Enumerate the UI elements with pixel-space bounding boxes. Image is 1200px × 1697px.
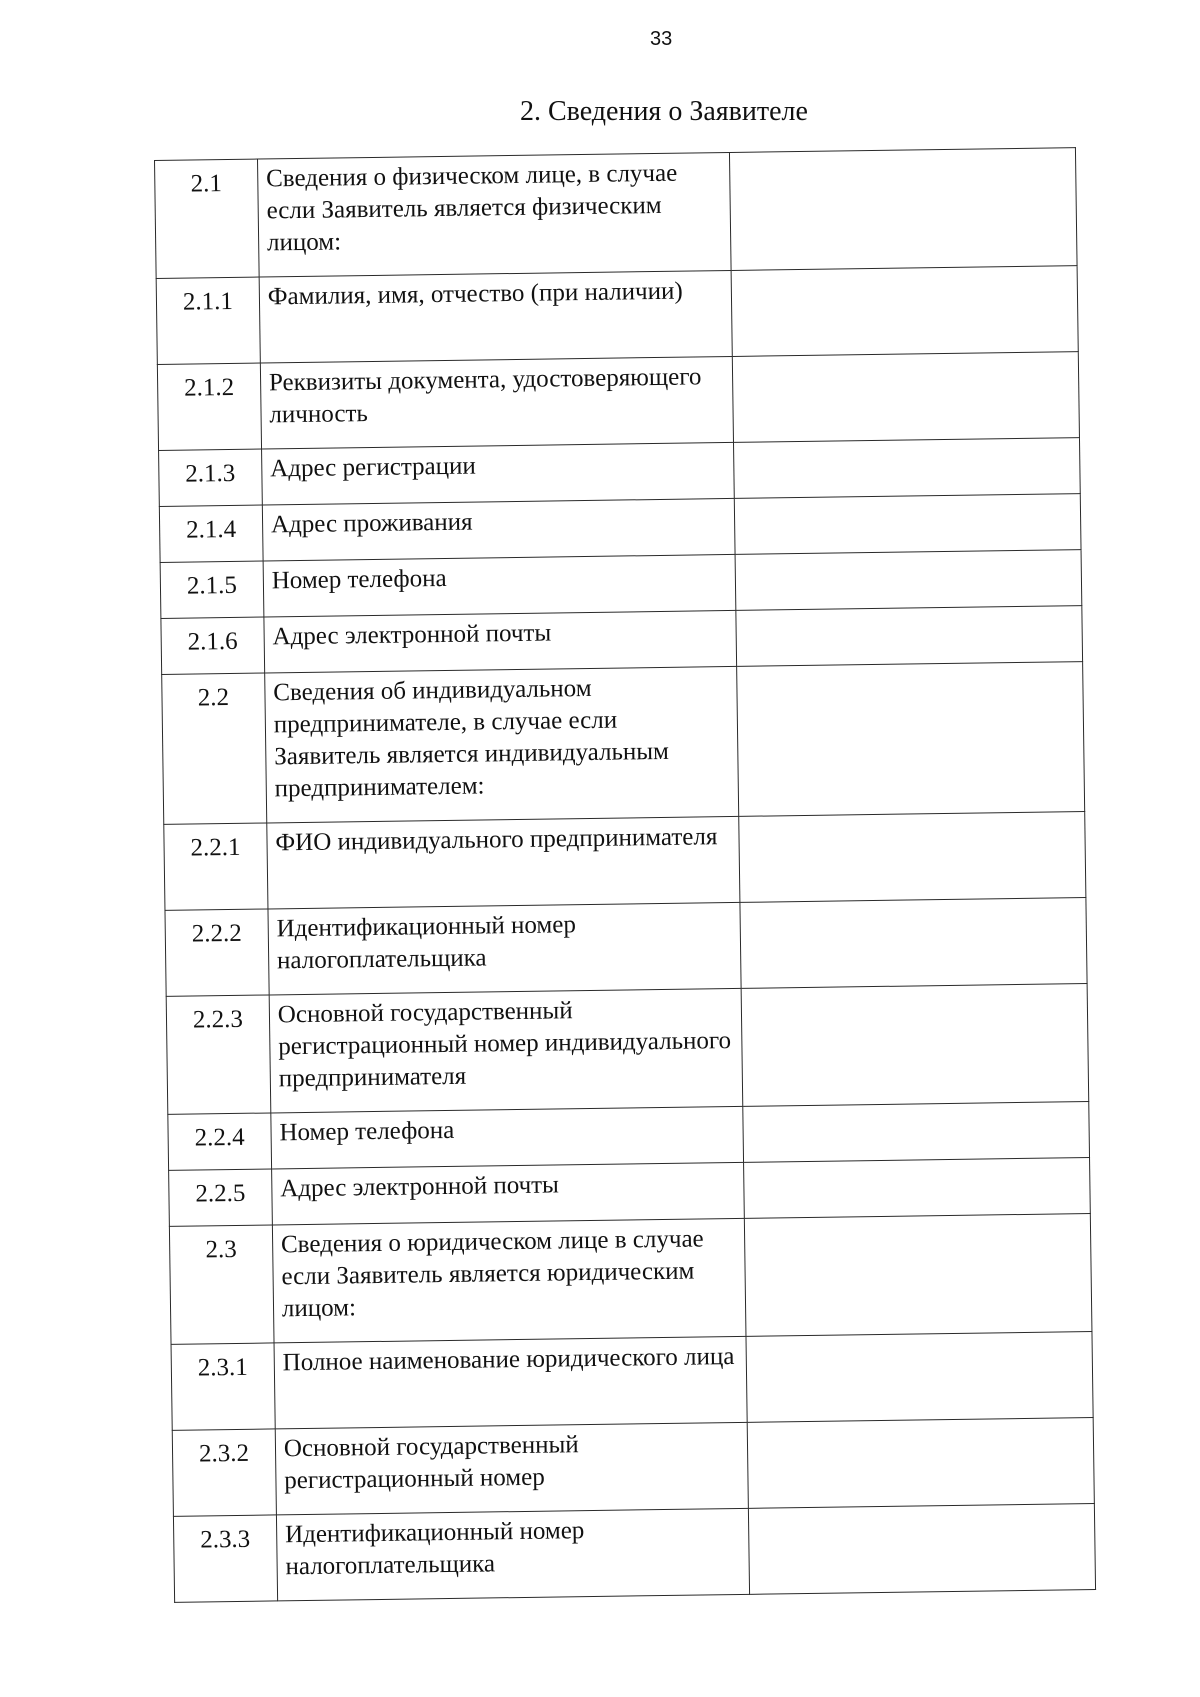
row-value-field[interactable]: [743, 1102, 1090, 1163]
row-value-field[interactable]: [740, 898, 1087, 989]
row-value-field[interactable]: [730, 148, 1078, 271]
row-value-field[interactable]: [735, 550, 1082, 611]
row-label: Номер телефона: [263, 554, 736, 617]
row-value-field[interactable]: [747, 1418, 1094, 1509]
row-value-field[interactable]: [748, 1504, 1095, 1595]
row-label: Сведения об индивидуальном предпринимателе, в случае если Заявитель является индивидуальным предпринимателем:: [265, 666, 739, 823]
row-label: Сведения о юридическом лице в случае если Заявитель является юридическим лицом:: [272, 1218, 746, 1343]
row-number: 2.2.4: [168, 1113, 272, 1170]
row-value-field[interactable]: [741, 984, 1089, 1107]
row-number: 2.3.1: [171, 1343, 275, 1430]
row-value-field[interactable]: [744, 1158, 1091, 1219]
row-number: 2.2.3: [166, 995, 271, 1114]
row-value-field[interactable]: [744, 1214, 1092, 1337]
table-row: [173, 1504, 1095, 1603]
table-row: [166, 984, 1089, 1115]
table-row: [172, 1418, 1094, 1517]
row-label: Полное наименование юридического лица: [274, 1336, 747, 1429]
row-label: Адрес электронной почты: [271, 1162, 744, 1225]
row-label: Сведения о физическом лице, в случае если Заявитель является физическим лицом:: [257, 152, 731, 277]
row-value-field[interactable]: [746, 1332, 1093, 1423]
section-title: 2. Сведения о Заявителе: [520, 96, 808, 127]
row-number: 2.1.3: [159, 449, 263, 506]
row-label: Фамилия, имя, отчество (при наличии): [259, 270, 732, 363]
row-label: Адрес регистрации: [261, 442, 734, 505]
row-label: ФИО индивидуального предпринимателя: [267, 816, 740, 909]
row-value-field[interactable]: [734, 494, 1081, 555]
row-number: 2.2.1: [164, 823, 268, 910]
row-value-field[interactable]: [732, 352, 1079, 443]
table-row: [162, 662, 1085, 825]
table-row: [165, 898, 1087, 997]
table-body: [155, 148, 1096, 1603]
applicant-info-table: [154, 147, 1096, 1603]
row-number: 2.2.5: [169, 1169, 273, 1226]
table-row: [169, 1214, 1092, 1345]
table-row: [171, 1332, 1093, 1431]
row-number: 2.1.4: [159, 505, 263, 562]
table-row: [164, 812, 1086, 911]
row-number: 2.1.1: [156, 277, 260, 364]
row-number: 2.3: [169, 1225, 274, 1344]
row-value-field[interactable]: [731, 266, 1078, 357]
row-number: 2.1: [155, 159, 260, 278]
row-number: 2.1.6: [161, 617, 265, 674]
row-number: 2.3.2: [172, 1429, 276, 1516]
row-number: 2.1.2: [157, 363, 261, 450]
row-value-field[interactable]: [737, 662, 1085, 817]
row-label: Адрес проживания: [262, 498, 735, 561]
row-number: 2.2: [162, 673, 267, 824]
row-label: Реквизиты документа, удостоверяющего личность: [260, 356, 733, 449]
row-label: Идентификационный номер налогоплательщика: [268, 902, 741, 995]
table-row: [157, 352, 1079, 451]
row-label: Основной государственный регистрационный номер: [275, 1422, 748, 1515]
table-row: [155, 148, 1078, 279]
row-number: 2.2.2: [165, 909, 269, 996]
row-label: Идентификационный номер налогоплательщика: [276, 1508, 749, 1601]
row-number: 2.1.5: [160, 561, 264, 618]
row-label: Адрес электронной почты: [264, 610, 737, 673]
table-row: [156, 266, 1078, 365]
page-number: 33: [650, 28, 673, 50]
row-value-field[interactable]: [734, 438, 1081, 499]
row-label: Основной государственный регистрационный номер индивидуального предпринимателя: [269, 988, 743, 1113]
row-number: 2.3.3: [173, 1515, 277, 1602]
row-label: Номер телефона: [271, 1106, 744, 1169]
row-value-field[interactable]: [736, 606, 1083, 667]
row-value-field[interactable]: [739, 812, 1086, 903]
